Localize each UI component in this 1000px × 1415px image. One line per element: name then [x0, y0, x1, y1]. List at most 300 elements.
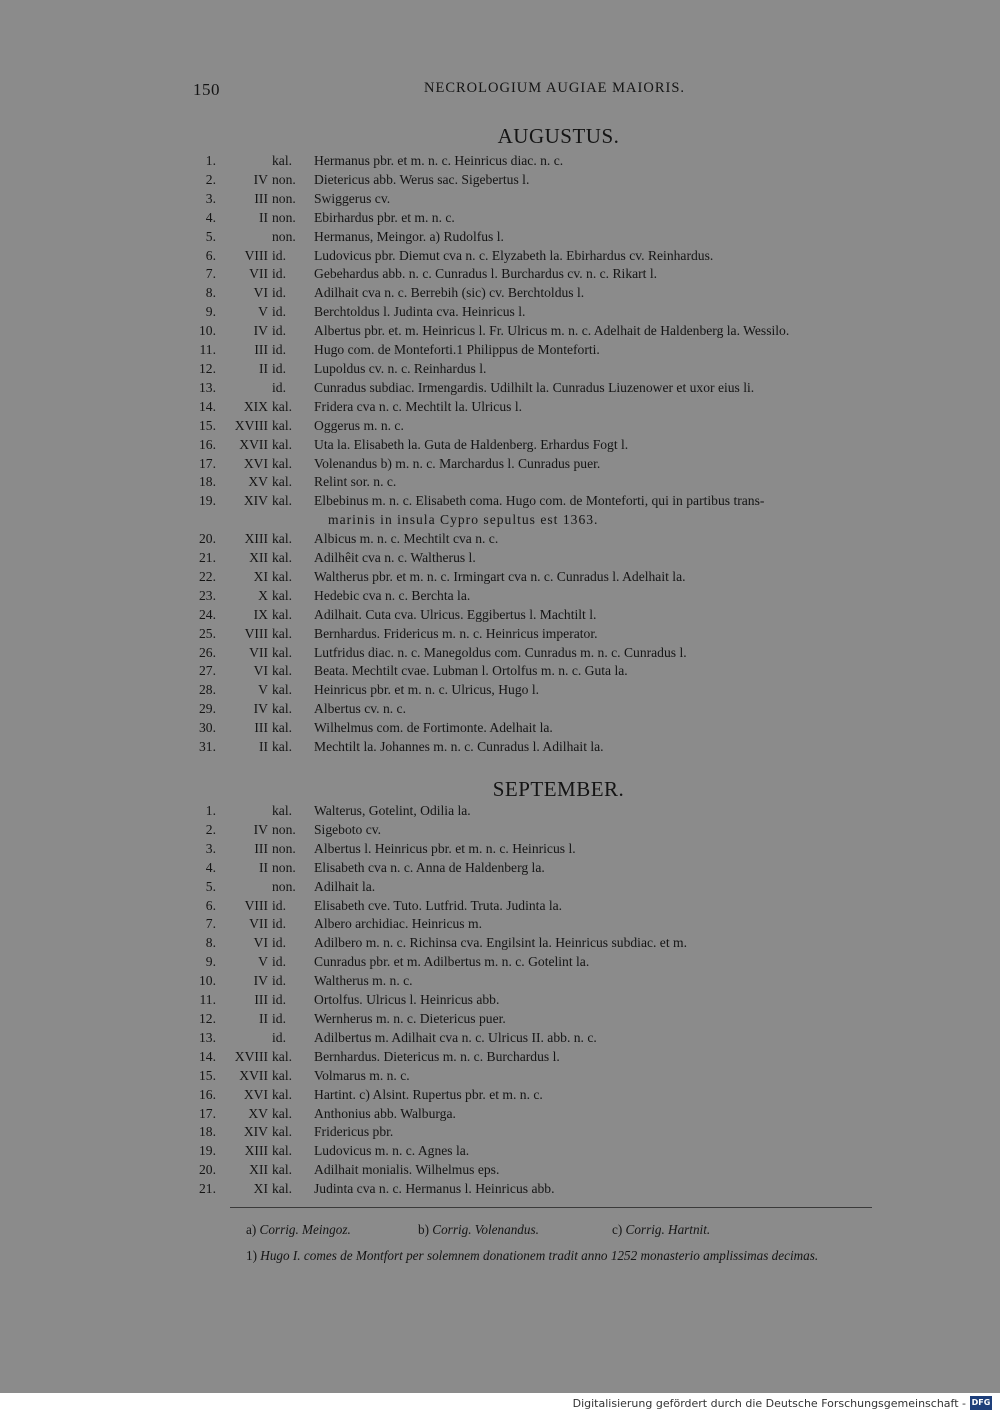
entry-names [308, 436, 926, 455]
entry-names-line: Elisabeth cva n. c. Anna de Haldenberg la. [314, 859, 545, 875]
entry-date-term: kal. [272, 644, 293, 660]
entry-names-line: Waltherus m. n. c. [314, 973, 413, 989]
entry-date-term: id. [272, 379, 286, 395]
entry-roman-date: IV [253, 171, 268, 187]
entry-names [308, 247, 926, 266]
entry-roman-date: XIII [244, 1143, 268, 1159]
entry-names-line: Elbebinus m. n. c. Elisabeth coma. Hugo com. de Monteforti, qui in partibus trans- [314, 493, 765, 509]
entry-date-term: kal. [272, 493, 293, 509]
entry-roman-date: V [258, 682, 268, 698]
entry-names-line: Adilbero m. n. c. Richinsa cva. Engilsint la. Heinricus subdiac. et m. [314, 935, 687, 951]
entry-names [308, 802, 926, 821]
entry-names [308, 1123, 926, 1142]
entry-roman-date: V [258, 304, 268, 320]
entry-names [308, 492, 926, 530]
entry-day: 2. [205, 171, 216, 187]
footnote-a: a) Corrig. Meingoz. [246, 1222, 351, 1237]
entry-roman-date [216, 152, 268, 171]
entry-date-term: kal. [272, 803, 293, 818]
entry-date-term: kal. [272, 550, 293, 566]
entry-day: 6. [205, 897, 216, 913]
entry-day: 13. [199, 379, 216, 395]
entry-roman-date: II [258, 739, 268, 755]
necrology-entry [186, 152, 926, 171]
entry-roman-date [216, 1029, 268, 1048]
entry-roman-date [216, 802, 268, 821]
entry-date-term: kal. [272, 474, 293, 490]
entry-day: 8. [205, 935, 216, 951]
entry-day: 3. [205, 840, 216, 856]
entry-names [308, 953, 926, 972]
entry-names-line: Cunradus subdiac. Irmengardis. Udilhilt la. Cunradus Liuzenower et uxor eius li. [314, 379, 755, 395]
entry-day: 15. [199, 417, 216, 433]
entry-roman-date [216, 228, 268, 247]
entry-names-line: Adilhait la. [314, 878, 376, 894]
entry-names [308, 1142, 926, 1161]
funding-credit: Digitalisierung gefördert durch die Deutsche Forschungsgemeinschaft - [572, 1397, 966, 1410]
necrology-entry [186, 1142, 926, 1161]
entry-names-line: Dietericus abb. Werus sac. Sigebertus l. [314, 171, 530, 187]
entry-day: 1. [205, 803, 216, 818]
entry-names-line: Beata. Mechtilt cvae. Lubman l. Ortolfus m. n. c. Guta la. [314, 663, 628, 679]
entry-names [308, 322, 926, 341]
entry-date-term: id. [272, 935, 286, 951]
entry-date-term: id. [272, 992, 286, 1008]
entry-names-line: Wernherus m. n. c. Dietericus puer. [314, 1010, 506, 1026]
entry-day: 12. [199, 360, 216, 376]
entry-names [308, 738, 926, 757]
entry-roman-date: VIII [244, 625, 268, 641]
entry-date-term: non. [272, 190, 296, 206]
entry-day: 12. [199, 1010, 216, 1026]
entry-day: 19. [199, 493, 216, 509]
entry-day: 29. [199, 701, 216, 717]
entry-day: 21. [199, 550, 216, 566]
entry-names [308, 228, 926, 247]
necrology-entry [186, 840, 926, 859]
entry-names-line: Relint sor. n. c. [314, 474, 397, 490]
entry-date-term: non. [272, 821, 296, 837]
entry-names [308, 549, 926, 568]
entry-names-line: Lutfridus diac. n. c. Manegoldus com. Cunradus m. n. c. Cunradus l. [314, 644, 687, 660]
entry-names-line: Wilhelmus com. de Fortimonte. Adelhait la. [314, 720, 553, 736]
entry-date-term: kal. [272, 1162, 293, 1178]
entry-date-term: kal. [272, 606, 293, 622]
entry-names-line: Hugo com. de Monteforti.1 Philippus de Monteforti. [314, 342, 600, 358]
entry-names [308, 379, 926, 398]
entry-day: 14. [199, 398, 216, 414]
entry-names [308, 972, 926, 991]
necrology-entry [186, 953, 926, 972]
entry-day: 5. [205, 878, 216, 894]
necrology-entry [186, 1086, 926, 1105]
necrology-entry [186, 265, 926, 284]
entry-roman-date: XVII [239, 436, 268, 452]
entry-names [308, 1010, 926, 1029]
footnote-b: b) Corrig. Volenandus. [418, 1222, 539, 1237]
entry-names [308, 303, 926, 322]
entry-date-term: id. [272, 954, 286, 970]
entry-names-line: Bernhardus. Fridericus m. n. c. Heinricus imperator. [314, 625, 598, 641]
entry-day: 9. [205, 954, 216, 970]
entry-day: 11. [199, 342, 216, 358]
necrology-entry [186, 322, 926, 341]
entry-roman-date: XII [249, 550, 268, 566]
month-title-september: SEPTEMBER. [492, 777, 625, 801]
entry-day: 16. [199, 436, 216, 452]
entry-roman-date: III [254, 840, 268, 856]
entry-day: 10. [199, 323, 216, 339]
necrology-entry [186, 303, 926, 322]
necrology-entry [186, 1067, 926, 1086]
entry-names-line: Albertus pbr. et. m. Heinricus l. Fr. Ulricus m. n. c. Adelhait de Haldenberg la. Wessilo. [314, 323, 790, 339]
entry-date-term: kal. [272, 625, 293, 641]
footnote-rule [230, 1207, 872, 1208]
entry-date-term: id. [272, 285, 286, 301]
entry-date-term: kal. [272, 1181, 293, 1197]
entry-day: 25. [199, 625, 216, 641]
entry-day: 31. [199, 739, 216, 755]
necrology-entry [186, 492, 926, 530]
entry-names-line: Fridera cva n. c. Mechtilt la. Ulricus l. [314, 398, 522, 414]
entry-roman-date: III [254, 342, 268, 358]
month-title-august: AUGUSTUS. [497, 124, 620, 148]
entry-names [308, 341, 926, 360]
necrology-entry [186, 247, 926, 266]
entry-day: 18. [199, 474, 216, 490]
entry-names-line: Waltherus pbr. et m. n. c. Irmingart cva n. c. Cunradus l. Adelhait la. [314, 568, 686, 584]
entry-names-line: Albero archidiac. Heinricus m. [314, 916, 482, 932]
entry-names [308, 821, 926, 840]
entry-day: 27. [199, 663, 216, 679]
entry-roman-date: IV [253, 323, 268, 339]
entry-names [308, 991, 926, 1010]
entry-names [308, 681, 926, 700]
necrology-entry [186, 991, 926, 1010]
entry-names-line: Albicus m. n. c. Mechtilt cva n. c. [314, 531, 499, 547]
entry-roman-date: X [258, 587, 268, 603]
entry-names [308, 171, 926, 190]
digitization-footer [0, 1393, 1000, 1415]
necrology-entry [186, 1161, 926, 1180]
entry-names [308, 840, 926, 859]
entry-roman-date: VII [249, 266, 268, 282]
entry-names [308, 719, 926, 738]
entry-date-term: id. [272, 973, 286, 989]
entry-day: 11. [199, 992, 216, 1008]
entry-names-line: Lupoldus cv. n. c. Reinhardus l. [314, 360, 487, 376]
entry-day: 23. [199, 587, 216, 603]
entry-date-term: non. [272, 878, 296, 894]
entry-names-line: Berchtoldus l. Judinta cva. Heinricus l. [314, 304, 526, 320]
entry-names [308, 859, 926, 878]
entry-roman-date [216, 878, 268, 897]
entry-names [308, 1067, 926, 1086]
necrology-entry [186, 700, 926, 719]
entry-day: 30. [199, 720, 216, 736]
entry-roman-date: IV [253, 701, 268, 717]
entry-day: 3. [205, 190, 216, 206]
entry-names [308, 190, 926, 209]
necrology-entry [186, 284, 926, 303]
entry-date-term: id. [272, 916, 286, 932]
necrology-entry [186, 934, 926, 953]
entry-day: 18. [199, 1124, 216, 1140]
entry-names-line: Bernhardus. Dietericus m. n. c. Burchardus l. [314, 1048, 560, 1064]
entry-day: 13. [199, 1029, 216, 1045]
necrology-entry [186, 859, 926, 878]
entry-names [308, 934, 926, 953]
entry-date-term: kal. [272, 398, 293, 414]
entry-date-term: kal. [272, 682, 293, 698]
necrology-entry [186, 417, 926, 436]
entry-roman-date: VI [253, 935, 268, 951]
necrology-entry [186, 662, 926, 681]
entry-date-term: non. [272, 859, 296, 875]
necrology-entry [186, 1029, 926, 1048]
entry-names-continuation: marinis in insula Cypro sepultus est 1363. [328, 512, 599, 528]
entry-roman-date: XV [248, 474, 268, 490]
entry-names [308, 1048, 926, 1067]
entry-names [308, 530, 926, 549]
entry-names-line: Adilhait monialis. Wilhelmus eps. [314, 1162, 500, 1178]
entry-date-term: kal. [272, 1048, 293, 1064]
entry-names [308, 587, 926, 606]
entry-day: 24. [199, 606, 216, 622]
entry-names [308, 1086, 926, 1105]
entry-date-term: non. [272, 228, 296, 244]
entry-date-term: kal. [272, 1143, 293, 1159]
entry-names-line: Anthonius abb. Walburga. [314, 1105, 456, 1121]
entry-roman-date: VI [253, 663, 268, 679]
entry-names-line: Volenandus b) m. n. c. Marchardus l. Cunradus puer. [314, 455, 601, 471]
entry-roman-date: XVI [243, 1086, 268, 1102]
entry-roman-date: VII [249, 916, 268, 932]
entry-date-term: id. [272, 1029, 286, 1045]
entry-date-term: kal. [272, 701, 293, 717]
necrology-entry [186, 379, 926, 398]
entry-date-term: kal. [272, 1067, 293, 1083]
entry-date-term: id. [272, 342, 286, 358]
entry-names [308, 700, 926, 719]
entry-day: 17. [199, 455, 216, 471]
entry-roman-date: IV [253, 973, 268, 989]
entry-date-term: kal. [272, 436, 293, 452]
entry-day: 20. [199, 1162, 216, 1178]
entry-names [308, 1029, 926, 1048]
entry-names-line: Oggerus m. n. c. [314, 417, 404, 433]
necrology-entry [186, 228, 926, 247]
entry-roman-date: II [258, 209, 268, 225]
entry-roman-date: V [258, 954, 268, 970]
entry-names-line: Swiggerus cv. [314, 190, 391, 206]
entry-date-term: kal. [272, 153, 293, 168]
entry-day: 10. [199, 973, 216, 989]
entry-names-line: Ludovicus m. n. c. Agnes la. [314, 1143, 470, 1159]
entry-names [308, 606, 926, 625]
entry-names-line: Hermanus, Meingor. a) Rudolfus l. [314, 228, 504, 244]
entry-names-line: Uta la. Elisabeth la. Guta de Haldenberg. Erhardus Fogt l. [314, 436, 629, 452]
entry-names-line: Ebirhardus pbr. et m. n. c. [314, 209, 455, 225]
entry-names-line: Albertus cv. n. c. [314, 701, 406, 717]
entry-roman-date: XVIII [234, 1048, 268, 1064]
entry-roman-date: XIII [244, 531, 268, 547]
necrology-entry [186, 972, 926, 991]
footnote-1: 1) Hugo I. comes de Montfort per solemnem donationem tradit anno 1252 monasterio amplissimas decimas. [246, 1248, 819, 1263]
entry-names [308, 152, 926, 171]
entry-roman-date: II [258, 859, 268, 875]
necrology-entry [186, 436, 926, 455]
entry-date-term: kal. [272, 720, 293, 736]
entry-date-term: id. [272, 323, 286, 339]
entry-roman-date: XII [249, 1162, 268, 1178]
entry-names [308, 662, 926, 681]
entry-names-line: Hedebic cva n. c. Berchta la. [314, 587, 471, 603]
entry-date-term: kal. [272, 739, 293, 755]
entry-roman-date: XI [253, 1181, 268, 1197]
entry-names [308, 473, 926, 492]
entry-date-term: non. [272, 209, 296, 225]
entry-names [308, 897, 926, 916]
entry-day: 6. [205, 247, 216, 263]
entry-names [308, 1180, 926, 1199]
necrology-entry [186, 719, 926, 738]
entry-day: 14. [199, 1048, 216, 1064]
page-number: 150 [193, 80, 220, 99]
entry-date-term: non. [272, 840, 296, 856]
entry-names-line: Mechtilt la. Johannes m. n. c. Cunradus l. Adilhait la. [314, 739, 604, 755]
entry-roman-date: IX [253, 606, 268, 622]
entry-day: 1. [205, 153, 216, 168]
necrology-entry [186, 821, 926, 840]
entry-date-term: id. [272, 247, 286, 263]
necrology-entry [186, 878, 926, 897]
running-head: NECROLOGIUM AUGIAE MAIORIS. [424, 80, 686, 96]
entry-date-term: kal. [272, 1105, 293, 1121]
entry-day: 8. [205, 285, 216, 301]
entry-roman-date: XIV [243, 1124, 268, 1140]
entry-roman-date: VIII [244, 247, 268, 263]
entry-date-term: kal. [272, 531, 293, 547]
necrology-entry [186, 738, 926, 757]
entry-date-term: id. [272, 897, 286, 913]
entry-names-line: Adilhait. Cuta cva. Ulricus. Eggibertus l. Machtilt l. [314, 606, 597, 622]
entry-date-term: non. [272, 171, 296, 187]
necrology-entry [186, 549, 926, 568]
entry-roman-date: XIX [243, 398, 268, 414]
entry-day: 15. [199, 1067, 216, 1083]
entry-date-term: kal. [272, 568, 293, 584]
entry-names-line: Heinricus pbr. et m. n. c. Ulricus, Hugo l. [314, 682, 540, 698]
entry-date-term: kal. [272, 1086, 293, 1102]
entry-roman-date: II [258, 360, 268, 376]
entry-day: 4. [205, 209, 216, 225]
entry-names-line: Elisabeth cve. Tuto. Lutfrid. Truta. Judinta la. [314, 897, 563, 913]
entry-names-line: Fridericus pbr. [314, 1124, 394, 1140]
entry-names [308, 625, 926, 644]
dfg-logo: DFG [970, 1396, 992, 1410]
necrology-entry [186, 455, 926, 474]
necrology-entry [186, 1180, 926, 1199]
necrology-entry [186, 171, 926, 190]
entry-names [308, 1161, 926, 1180]
entry-names-line: Volmarus m. n. c. [314, 1067, 410, 1083]
entry-day: 4. [205, 859, 216, 875]
necrology-entry [186, 1105, 926, 1124]
entry-names [308, 1105, 926, 1124]
entry-names-line: Gebehardus abb. n. c. Cunradus l. Burchardus cv. n. c. Rikart l. [314, 266, 658, 282]
entry-names-line: Cunradus pbr. et m. Adilbertus m. n. c. Gotelint la. [314, 954, 590, 970]
entry-roman-date: VIII [244, 897, 268, 913]
entry-names [308, 284, 926, 303]
entry-names [308, 455, 926, 474]
entry-names [308, 915, 926, 934]
necrology-entry [186, 1048, 926, 1067]
entry-date-term: kal. [272, 455, 293, 471]
necrology-entry [186, 530, 926, 549]
entry-names-line: Ludovicus pbr. Diemut cva n. c. Elyzabeth la. Ebirhardus cv. Reinhardus. [314, 247, 714, 263]
necrology-entry [186, 897, 926, 916]
entry-names-line: Adilhait cva n. c. Berrebih (sic) cv. Berchtoldus l. [314, 285, 585, 301]
entry-roman-date: III [254, 992, 268, 1008]
entry-day: 20. [199, 531, 216, 547]
necrology-entry [186, 341, 926, 360]
necrology-entry [186, 644, 926, 663]
entry-date-term: kal. [272, 663, 293, 679]
entry-roman-date: II [258, 1010, 268, 1026]
footnote-c: c) Corrig. Hartnit. [612, 1222, 711, 1237]
entry-date-term: id. [272, 1010, 286, 1026]
entry-names-line: Adilhêit cva n. c. Waltherus l. [314, 550, 476, 566]
entry-roman-date: XVI [243, 455, 268, 471]
entry-names [308, 398, 926, 417]
entry-day: 22. [199, 568, 216, 584]
entry-names [308, 265, 926, 284]
entry-day: 7. [205, 916, 216, 932]
entry-roman-date: XIV [243, 493, 268, 509]
necrology-entry [186, 802, 926, 821]
necrology-entry [186, 625, 926, 644]
necrology-entry [186, 398, 926, 417]
entry-roman-date: III [254, 720, 268, 736]
entry-names [308, 360, 926, 379]
necrology-entry [186, 915, 926, 934]
entry-roman-date: VII [249, 644, 268, 660]
entry-day: 2. [205, 821, 216, 837]
entry-names [308, 209, 926, 228]
necrology-entry [186, 606, 926, 625]
entry-date-term: kal. [272, 587, 293, 603]
entry-names-line: Hermanus pbr. et m. n. c. Heinricus diac. n. c. [314, 153, 564, 168]
necrology-entry [186, 1123, 926, 1142]
necrology-entry [186, 681, 926, 700]
necrology-entry [186, 568, 926, 587]
necrology-entry [186, 209, 926, 228]
entry-names [308, 568, 926, 587]
entry-names [308, 878, 926, 897]
entry-day: 16. [199, 1086, 216, 1102]
entry-roman-date: XVII [239, 1067, 268, 1083]
august-entries [186, 152, 926, 757]
entry-day: 17. [199, 1105, 216, 1121]
entry-day: 19. [199, 1143, 216, 1159]
entry-date-term: id. [272, 304, 286, 320]
entry-day: 21. [199, 1181, 216, 1197]
entry-names-line: Hartint. c) Alsint. Rupertus pbr. et m. n. c. [314, 1086, 543, 1102]
necrology-entry [186, 360, 926, 379]
necrology-entry [186, 190, 926, 209]
entry-date-term: id. [272, 266, 286, 282]
